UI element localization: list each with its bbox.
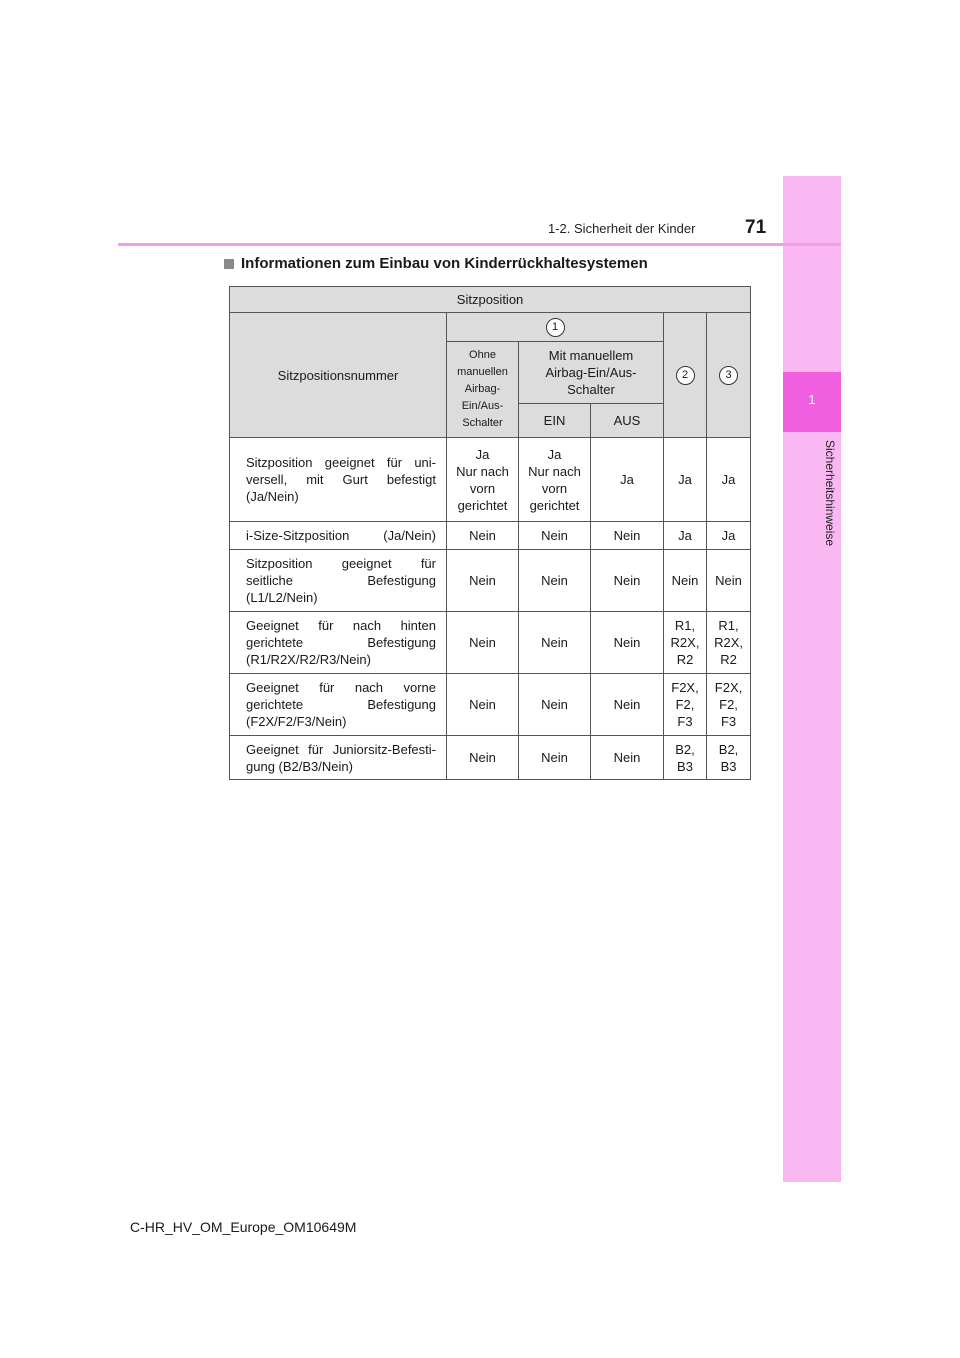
text-line: Nein	[541, 573, 568, 588]
table-cell	[447, 736, 519, 780]
text-line: B2,	[675, 741, 695, 757]
table-cell	[707, 612, 751, 674]
text-line: (Ja/Nein)	[246, 489, 299, 504]
text-line: Ja	[547, 446, 562, 462]
table-cell	[707, 550, 751, 612]
text-line: Nein	[469, 697, 496, 712]
text-line: Schalter	[462, 417, 503, 429]
table-row	[230, 674, 751, 736]
table-cell	[447, 674, 519, 736]
text-line: Nein	[469, 635, 496, 650]
text-line: gerichtete Befestigung	[246, 697, 436, 712]
text-line: Nur nach	[456, 463, 509, 479]
table-body	[230, 438, 751, 780]
text-line: R1,	[718, 618, 739, 633]
text-line: R2X,	[714, 635, 743, 650]
text-line: Nein	[613, 635, 641, 650]
text-line: (R1/R2X/R2/R3/Nein)	[246, 652, 371, 667]
text-line: F2X,	[714, 680, 743, 695]
text-line: R1,	[674, 618, 696, 633]
text-line: Ja	[678, 528, 692, 543]
text-line: Nein	[613, 750, 641, 765]
text-line: B2,	[718, 741, 739, 757]
text-line: Ja	[721, 472, 736, 487]
text-line: Nein	[671, 573, 699, 588]
text-line: F2,	[719, 697, 738, 712]
table-cell	[707, 522, 751, 550]
row-label	[230, 438, 447, 522]
table-cell	[447, 550, 519, 612]
table-cell	[591, 522, 664, 550]
text-line: Ja	[678, 472, 692, 487]
table-cell	[591, 674, 664, 736]
text-line: versell, mit Gurt befestigt	[246, 472, 436, 487]
table-top-header: Sitzposition	[230, 287, 751, 313]
text-line: Nein	[541, 697, 568, 712]
row-label	[230, 674, 447, 736]
circled-number-icon: 1	[546, 318, 565, 337]
text-line: gerichtet	[457, 497, 508, 513]
table-cell	[519, 612, 591, 674]
text-line: Geeignet für Juniorsitz-Befesti-	[246, 741, 436, 757]
table-cell	[519, 522, 591, 550]
page-number: 71	[745, 217, 767, 238]
text-line: Nein	[541, 635, 568, 650]
table-cell	[591, 438, 664, 522]
header-rule	[118, 243, 841, 246]
table-cell	[519, 674, 591, 736]
seat-position-1	[447, 313, 664, 342]
text-line: vorn	[469, 480, 496, 496]
text-line: Ohne	[469, 349, 496, 361]
ohne-airbag-switch-header	[447, 342, 519, 438]
table-cell	[664, 438, 707, 522]
text-line: F2,	[675, 697, 695, 712]
table-row	[230, 612, 751, 674]
text-line: Nein	[541, 528, 568, 543]
text-line: Schalter	[567, 382, 615, 397]
seat-position-2	[664, 313, 707, 438]
text-line: Nein	[715, 573, 742, 588]
text-line: F3	[720, 714, 737, 729]
text-line: Sitzposition geeignet für uni-	[246, 455, 436, 470]
row-header-label: Sitzpositionsnummer	[230, 313, 447, 438]
heading-text: Informationen zum Einbau von Kinderrückhaltesystemen	[241, 255, 648, 272]
text-line: Nein	[541, 750, 568, 765]
text-line: Nur nach	[528, 463, 581, 479]
text-line: Ja	[721, 528, 736, 543]
table-cell	[707, 674, 751, 736]
text-line: gerichtete Befestigung	[246, 635, 436, 650]
text-line: Nein	[613, 528, 641, 543]
mit-text	[525, 347, 657, 398]
seat-position-3	[707, 313, 751, 438]
child-restraint-table	[229, 286, 751, 780]
table-cell	[591, 612, 664, 674]
table-cell	[707, 438, 751, 522]
table-cell	[519, 736, 591, 780]
text-line: vorn	[541, 480, 568, 496]
table-row	[230, 438, 751, 522]
table-cell	[447, 612, 519, 674]
row-label	[230, 522, 447, 550]
text-line: B3	[720, 758, 737, 774]
text-line: i-Size-Sitzposition (Ja/Nein)	[246, 528, 436, 543]
section-heading	[224, 255, 648, 272]
text-line: (F2X/F2/F3/Nein)	[246, 714, 347, 729]
square-bullet-icon	[224, 259, 234, 269]
table-cell	[591, 736, 664, 780]
text-line: B3	[677, 758, 693, 774]
table-cell	[707, 736, 751, 780]
text-line: seitliche Befestigung	[246, 573, 436, 588]
text-line: Ein/Aus-	[461, 400, 504, 412]
text-line: Airbag-Ein/Aus-	[545, 365, 637, 380]
text-line: Mit manuellem	[548, 348, 634, 363]
document-code: C-HR_HV_OM_Europe_OM10649M	[130, 1219, 357, 1235]
text-line: Airbag-	[464, 383, 501, 395]
aus-header: AUS	[591, 404, 664, 438]
text-line: manuellen	[457, 366, 508, 378]
text-line: Sitzposition geeignet für	[246, 556, 436, 571]
table-row	[230, 550, 751, 612]
row-label	[230, 612, 447, 674]
row-label	[230, 550, 447, 612]
table-cell	[447, 438, 519, 522]
circled-number-icon: 2	[676, 366, 695, 385]
text-line: Nein	[469, 573, 496, 588]
text-line: Nein	[613, 573, 641, 588]
table-row	[230, 736, 751, 780]
ohne-text	[453, 347, 512, 432]
row-label	[230, 736, 447, 780]
table-row	[230, 522, 751, 550]
text-line: R2	[720, 652, 737, 667]
text-line: Ja	[475, 446, 490, 462]
text-line: Nein	[469, 750, 496, 765]
table-cell	[664, 674, 707, 736]
chapter-side-strip	[783, 176, 841, 1182]
ein-header: EIN	[519, 404, 591, 438]
text-line: R2X,	[670, 635, 700, 650]
text-line: Nein	[613, 697, 641, 712]
table-cell	[447, 522, 519, 550]
section-title: 1-2. Sicherheit der Kinder	[548, 221, 696, 236]
table-cell	[664, 612, 707, 674]
table-cell	[519, 550, 591, 612]
text-line: (L1/L2/Nein)	[246, 590, 318, 605]
table-cell	[591, 550, 664, 612]
text-line: Geeignet für nach vorne	[246, 680, 436, 695]
text-line: gung (B2/B3/Nein)	[246, 758, 353, 774]
text-line: F2X,	[671, 680, 699, 695]
table-cell	[664, 736, 707, 780]
table-cell	[664, 550, 707, 612]
mit-airbag-switch-header	[519, 342, 664, 404]
text-line: F3	[677, 714, 693, 729]
chapter-number: 1	[808, 392, 816, 407]
text-line: Ja	[620, 472, 634, 487]
circled-number-icon: 3	[719, 366, 738, 385]
text-line: gerichtet	[529, 497, 580, 513]
text-line: Geeignet für nach hinten	[246, 618, 436, 633]
chapter-label: Sicherheitshinweise	[823, 440, 837, 547]
text-line: R2	[676, 652, 694, 667]
table-cell	[664, 522, 707, 550]
table-cell	[519, 438, 591, 522]
text-line: Nein	[469, 528, 496, 543]
